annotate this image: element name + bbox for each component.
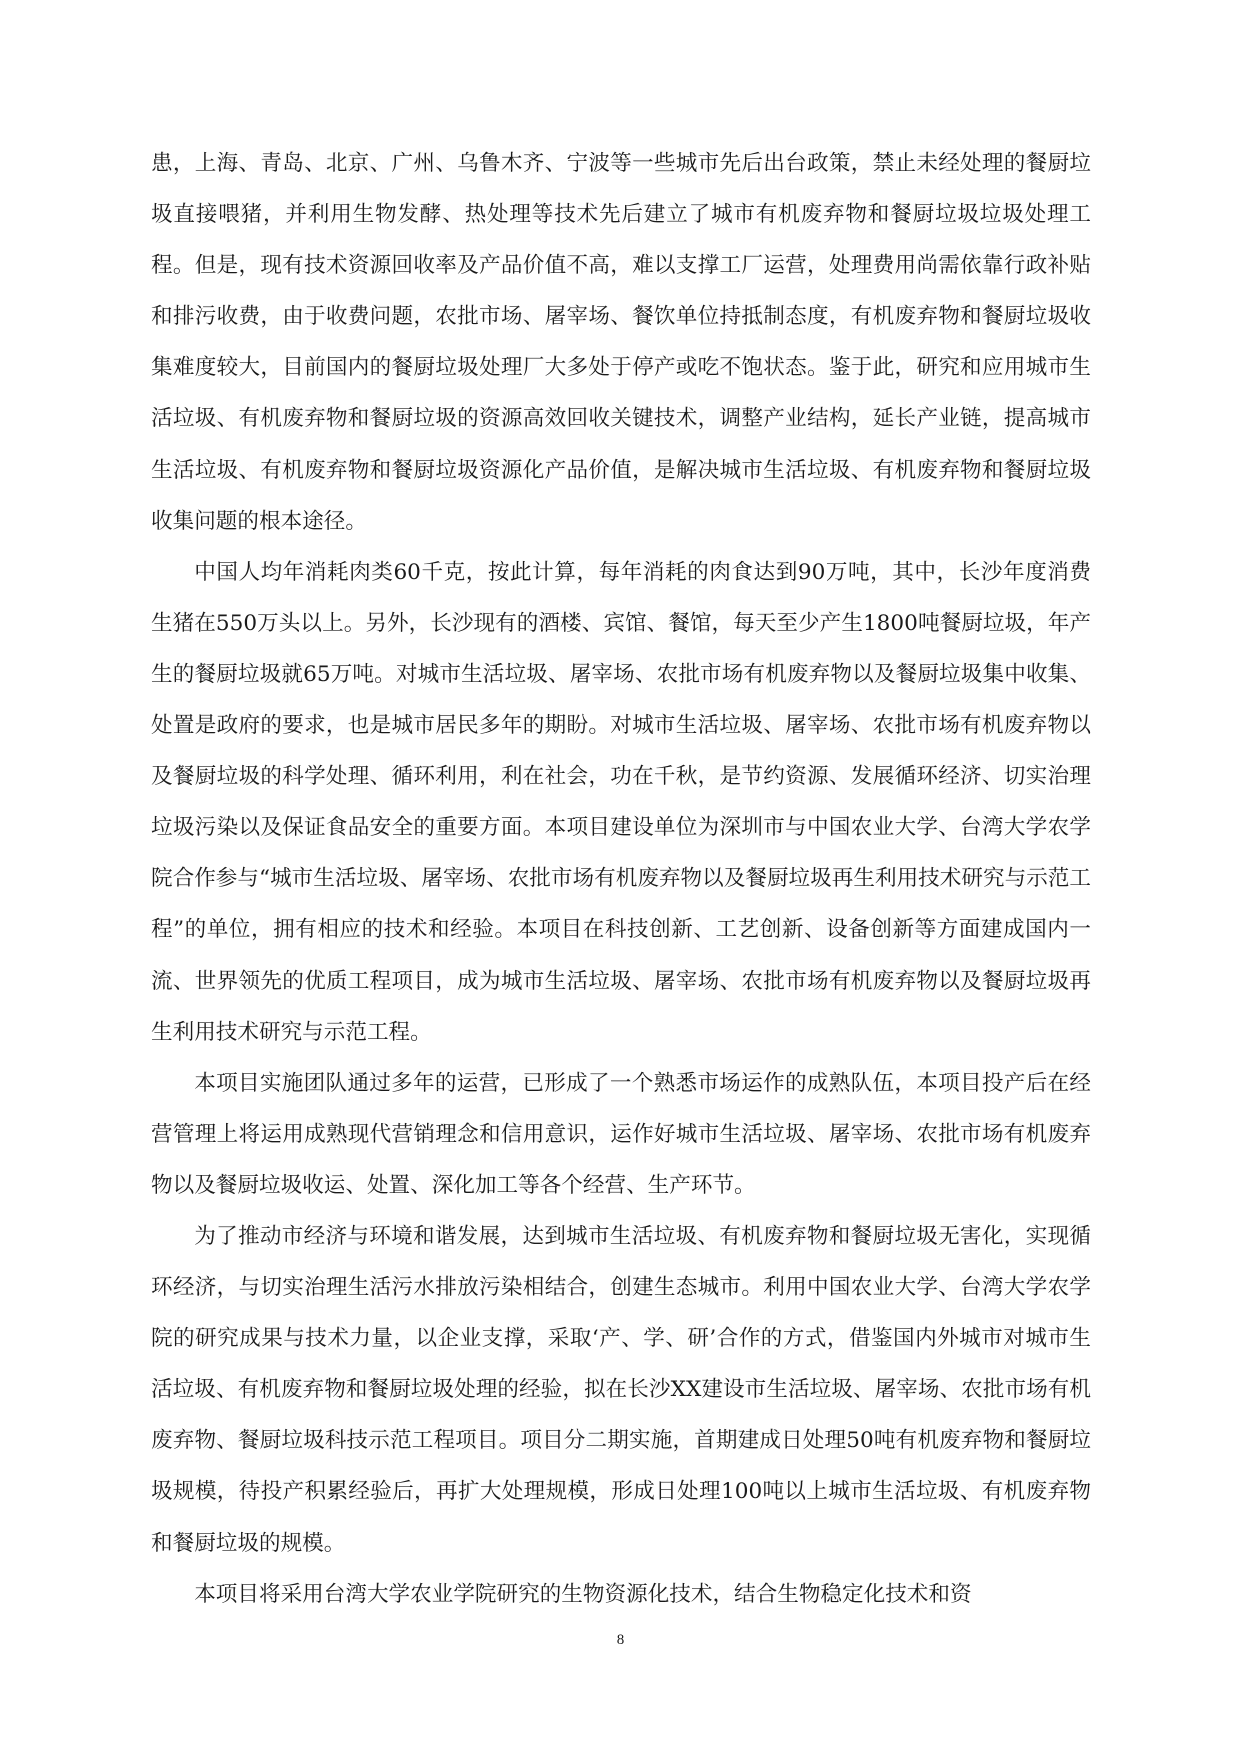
paragraph-3: 本项目实施团队通过多年的运营，已形成了一个熟悉市场运作的成熟队伍，本项目投产后在经营管理上将运用成熟现代营销理念和信用意识，运作好城市生活垃圾、屠宰场、农批市场有机废弃物以及餐厨垃圾收运、处置、深化加工等各个经营、生产环节。 bbox=[151, 1070, 1091, 1198]
paragraph-2: 中国人均年消耗肉类60千克，按此计算，每年消耗的肉食达到90万吨，其中，长沙年度消费生猪在550万头以上。另外，长沙现有的酒楼、宾馆、餐馆，每天至少产生1800吨餐厨垃圾，年产生的餐厨垃圾就65万吨。对城市生活垃圾、屠宰场、农批市场有机废弃物以及餐厨垃圾集中收集、处置是政府的要求，也是城市居民多年的期盼。对城市生活垃圾、屠宰场、农批市场有机废弃物以及餐厨垃圾的科学处理、循环利用，利在社会，功在千秋，是节约资源、发展循环经济、切实治理垃圾污染以及保证食品安全的重要方面。本项目建设单位为深圳市与中国农业大学、台湾大学农学院合作参与“城市生活垃圾、屠宰场、农批市场有机废弃物以及餐厨垃圾再生利用技术研究与示范工程”的单位，拥有相应的技术和经验。本项目在科技创新、工艺创新、设备创新等方面建成国内一流、世界领先的优质工程项目，成为城市生活垃圾、屠宰场、农批市场有机废弃物以及餐厨垃圾再生利用技术研究与示范工程。 bbox=[151, 559, 1091, 1045]
paragraph-4: 为了推动市经济与环境和谐发展，达到城市生活垃圾、有机废弃物和餐厨垃圾无害化，实现循环经济，与切实治理生活污水排放污染相结合，创建生态城市。利用中国农业大学、台湾大学农学院的研究成果与技术力量，以企业支撑，采取‘产、学、研’合作的方式，借鉴国内外城市对城市生活垃圾、有机废弃物和餐厨垃圾处理的经验，拟在长沙XX建设市生活垃圾、屠宰场、农批市场有机废弃物、餐厨垃圾科技示范工程项目。项目分二期实施，首期建成日处理50吨有机废弃物和餐厨垃圾规模，待投产积累经验后，再扩大处理规模，形成日处理100吨以上城市生活垃圾、有机废弃物和餐厨垃圾的规模。 bbox=[151, 1223, 1091, 1556]
paragraph-5: 本项目将采用台湾大学农业学院研究的生物资源化技术，结合生物稳定化技术和资 bbox=[194, 1581, 972, 1607]
body-text bbox=[151, 138, 1091, 1620]
paragraph-1: 患，上海、青岛、北京、广州、乌鲁木齐、宁波等一些城市先后出台政策，禁止未经处理的餐厨垃圾直接喂猪，并利用生物发酵、热处理等技术先后建立了城市有机废弃物和餐厨垃圾垃圾处理工程。但是，现有技术资源回收率及产品价值不高，难以支撑工厂运营，处理费用尚需依靠行政补贴和排污收费，由于收费问题，农批市场、屠宰场、餐饮单位持抵制态度，有机废弃物和餐厨垃圾收集难度较大，目前国内的餐厨垃圾处理厂大多处于停产或吃不饱状态。鉴于此，研究和应用城市生活垃圾、有机废弃物和餐厨垃圾的资源高效回收关键技术，调整产业结构，延长产业链，提高城市生活垃圾、有机废弃物和餐厨垃圾资源化产品价值，是解决城市生活垃圾、有机废弃物和餐厨垃圾收集问题的根本途径。 bbox=[151, 151, 1091, 534]
page-number: 8 bbox=[616, 1632, 625, 1648]
